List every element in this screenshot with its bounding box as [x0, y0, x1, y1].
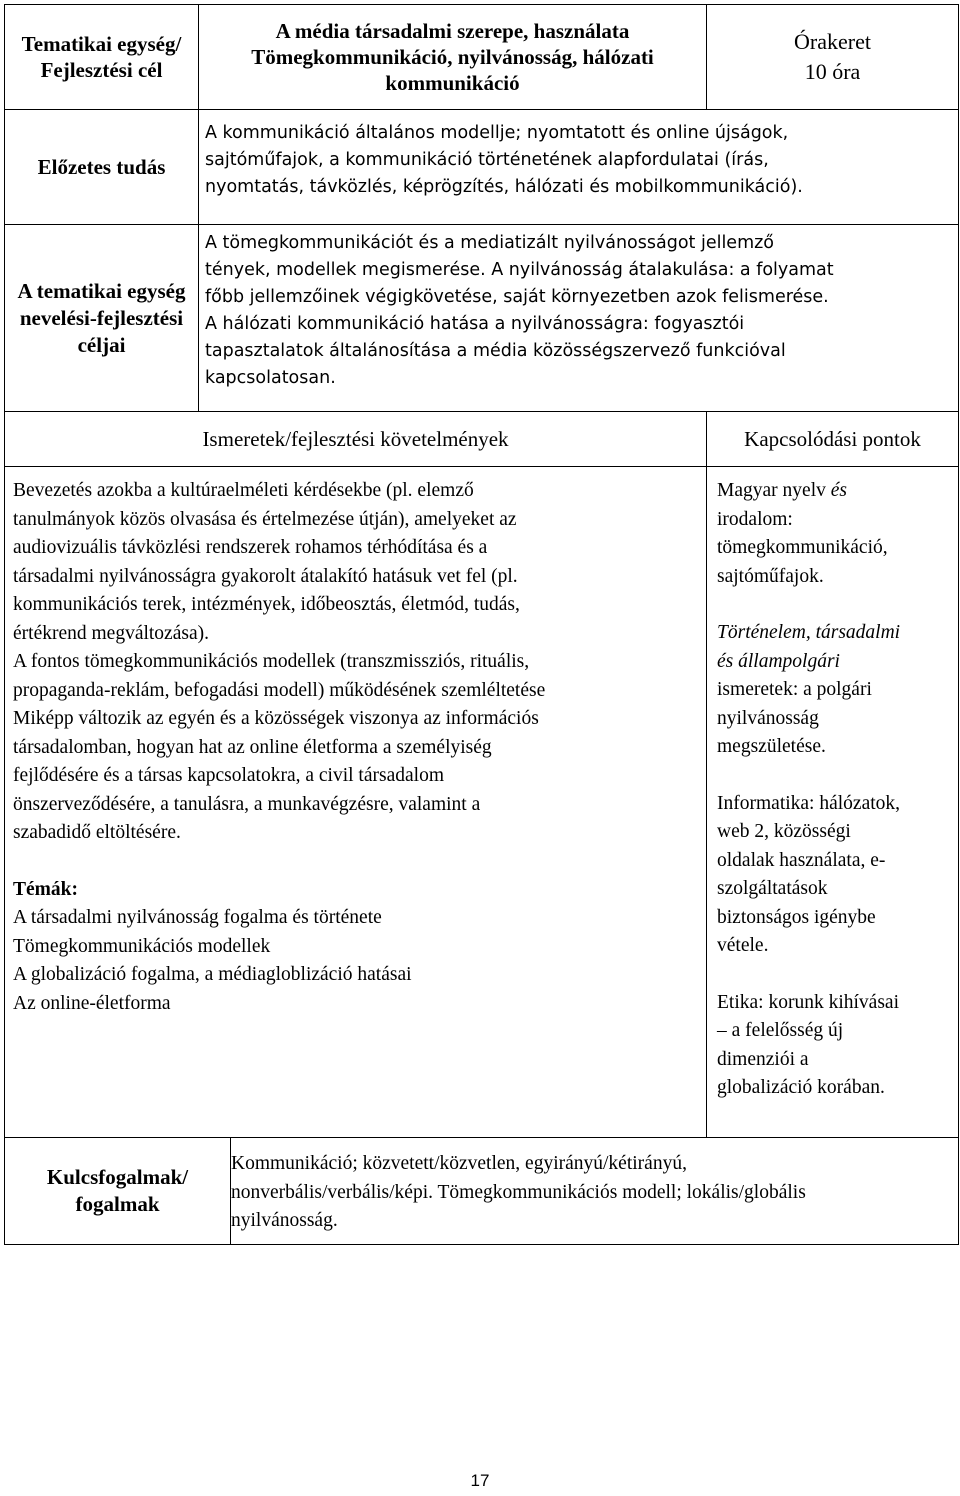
- goals-line: tapasztalatok általánosítása a média közösségszervező funkcióval: [205, 341, 786, 361]
- goals-label-line3: céljai: [77, 332, 126, 357]
- unit-label-line2: Fejlesztési cél: [40, 58, 163, 82]
- connection-line: web 2, közösségi: [717, 821, 851, 842]
- goals-line: tények, modellek megismerése. A nyilvánosság átalakulása: a folyamat: [205, 260, 834, 280]
- prior-knowledge-label-text: Előzetes tudás: [37, 154, 166, 179]
- keywords-line: nyilvánosság.: [231, 1210, 338, 1232]
- connection-line: ismeretek: a polgári: [717, 679, 872, 700]
- connection-line: oldalak használata, e-: [717, 849, 886, 871]
- requirements-content: [5, 467, 707, 1138]
- unit-label-line1: Tematikai egység/: [21, 32, 182, 56]
- keywords-content: [231, 1138, 959, 1245]
- curriculum-document: [4, 4, 958, 1245]
- topic-item: Az online-életforma: [13, 992, 171, 1014]
- connection-history: [717, 619, 950, 762]
- hours-label: Órakeret: [794, 29, 871, 54]
- keywords-row: [5, 1138, 959, 1245]
- goals-line: A tömegkommunikációt és a mediatizált nyilvánosságot jellemző: [205, 233, 775, 253]
- connection-line: globalizáció korában.: [717, 1077, 885, 1098]
- prior-knowledge-row: [5, 110, 959, 225]
- connection-line: szolgáltatások: [717, 878, 828, 899]
- goals-line: főbb jellemzőinek végigkövetése, saját környezetben azok felismerése.: [205, 287, 829, 307]
- connections-heading-text: Kapcsolódási pontok: [744, 426, 921, 451]
- goals-label: [5, 225, 199, 412]
- goals-label-line1: A tematikai egység: [17, 278, 186, 303]
- hours-value: 10 óra: [804, 59, 861, 84]
- connection-line: nyilvánosság: [717, 707, 819, 729]
- req-line: propaganda-reklám, befogadási modell) működésének szemléltetése: [13, 679, 546, 701]
- req-line: önszerveződésére, a tanulásra, a munkavégzésre, valamint a: [13, 793, 481, 815]
- requirements-heading: [5, 412, 707, 467]
- connection-ethics: [717, 989, 950, 1103]
- connection-line: tömegkommunikáció,: [717, 537, 888, 558]
- connection-line: sajtóműfajok.: [717, 565, 824, 587]
- unit-title-line2: Tömegkommunikáció, nyilvánosság, hálózati: [251, 45, 654, 69]
- keywords-line: nonverbális/verbális/képi. Tömegkommunikációs modell; lokális/globális: [231, 1181, 806, 1203]
- connections-content: [707, 467, 959, 1138]
- page-number: 17: [470, 1471, 490, 1490]
- prior-line: A kommunikáció általános modellje; nyomtatott és online újságok,: [205, 123, 789, 143]
- connection-line: – a felelősség új: [717, 1020, 844, 1041]
- prior-line: sajtóműfajok, a kommunikáció történetének alapfordulatai (írás,: [205, 150, 769, 170]
- goals-row: [5, 225, 959, 412]
- topic-item: A globalizáció fogalma, a médiagloblizáció hatásai: [13, 964, 412, 985]
- section-heading-row: [5, 412, 959, 467]
- goals-label-line2: nevelési-fejlesztési: [19, 305, 184, 330]
- connection-line: biztonságos igénybe: [717, 906, 876, 928]
- hours-cell: [707, 5, 959, 110]
- req-line: kommunikációs terek, intézmények, időbeosztás, életmód, tudás,: [13, 594, 520, 615]
- req-line: társadalomban, hogyan hat az online életforma a személyiség: [13, 736, 492, 758]
- connection-line: Etika: korunk kihívásai: [717, 991, 899, 1013]
- connection-hungarian: [717, 477, 950, 591]
- req-line: szabadidő eltöltésére.: [13, 822, 181, 843]
- prior-knowledge-content: [199, 110, 959, 225]
- goals-line: kapcsolatosan.: [205, 368, 336, 388]
- unit-title-cell: [199, 5, 707, 110]
- curriculum-table: [4, 4, 959, 1245]
- topic-item: Tömegkommunikációs modellek: [13, 935, 271, 957]
- keywords-label: [5, 1138, 231, 1245]
- connection-line: vétele.: [717, 935, 769, 956]
- keywords-label-line1: Kulcsfogalmak/: [46, 1165, 189, 1189]
- req-line: Miképp változik az egyén és a közösségek viszonya az információs: [13, 708, 539, 729]
- req-line: audiovizuális távközlési rendszerek rohamos térhódítása és a: [13, 537, 488, 558]
- req-line: fejlődésére és a társas kapcsolatokra, a civil társadalom: [13, 765, 444, 786]
- topic-item: A társadalmi nyilvánosság fogalma és története: [13, 907, 382, 928]
- header-row: [5, 5, 959, 110]
- connection-line: megszületése.: [717, 736, 826, 757]
- content-row: [5, 467, 959, 1138]
- goals-content: [199, 225, 959, 412]
- prior-line: nyomtatás, távközlés, képrögzítés, hálózati és mobilkommunikáció).: [205, 177, 803, 197]
- goals-line: A hálózati kommunikáció hatása a nyilvánosságra: fogyasztói: [205, 314, 745, 334]
- connection-text-italic: és: [830, 480, 847, 501]
- unit-title-line3: kommunikáció: [385, 71, 520, 95]
- req-line: Bevezetés azokba a kultúraelméleti kérdésekbe (pl. elemző: [13, 480, 474, 501]
- req-line: A fontos tömegkommunikációs modellek (transzmissziós, rituális,: [13, 651, 530, 672]
- connection-informatics: [717, 790, 950, 961]
- req-line: értékrend megváltozása).: [13, 622, 209, 644]
- req-line: társadalmi nyilvánosságra gyakorolt átalakító hatásuk vet fel (pl.: [13, 565, 518, 587]
- connection-line: Informatika: hálózatok,: [717, 792, 901, 814]
- prior-knowledge-label: [5, 110, 199, 225]
- connection-line-italic: Történelem, társadalmi: [717, 622, 901, 643]
- keywords-label-line2: fogalmak: [75, 1192, 160, 1216]
- connection-line: dimenziói a: [717, 1048, 809, 1070]
- unit-label-cell: [5, 5, 199, 110]
- connections-heading: [707, 412, 959, 467]
- topics-label: Témák:: [13, 878, 78, 900]
- connection-line-italic: és állampolgári: [717, 650, 840, 672]
- unit-title-line1: A média társadalmi szerepe, használata: [275, 19, 630, 43]
- req-line: tanulmányok közös olvasása és értelmezése útján), amelyeket az: [13, 508, 517, 530]
- requirements-heading-text: Ismeretek/fejlesztési követelmények: [202, 426, 509, 451]
- connection-text: Magyar nyelv: [717, 480, 831, 501]
- connection-line: irodalom:: [717, 508, 793, 530]
- keywords-line: Kommunikáció; közvetett/közvetlen, egyirányú/kétirányú,: [231, 1153, 687, 1175]
